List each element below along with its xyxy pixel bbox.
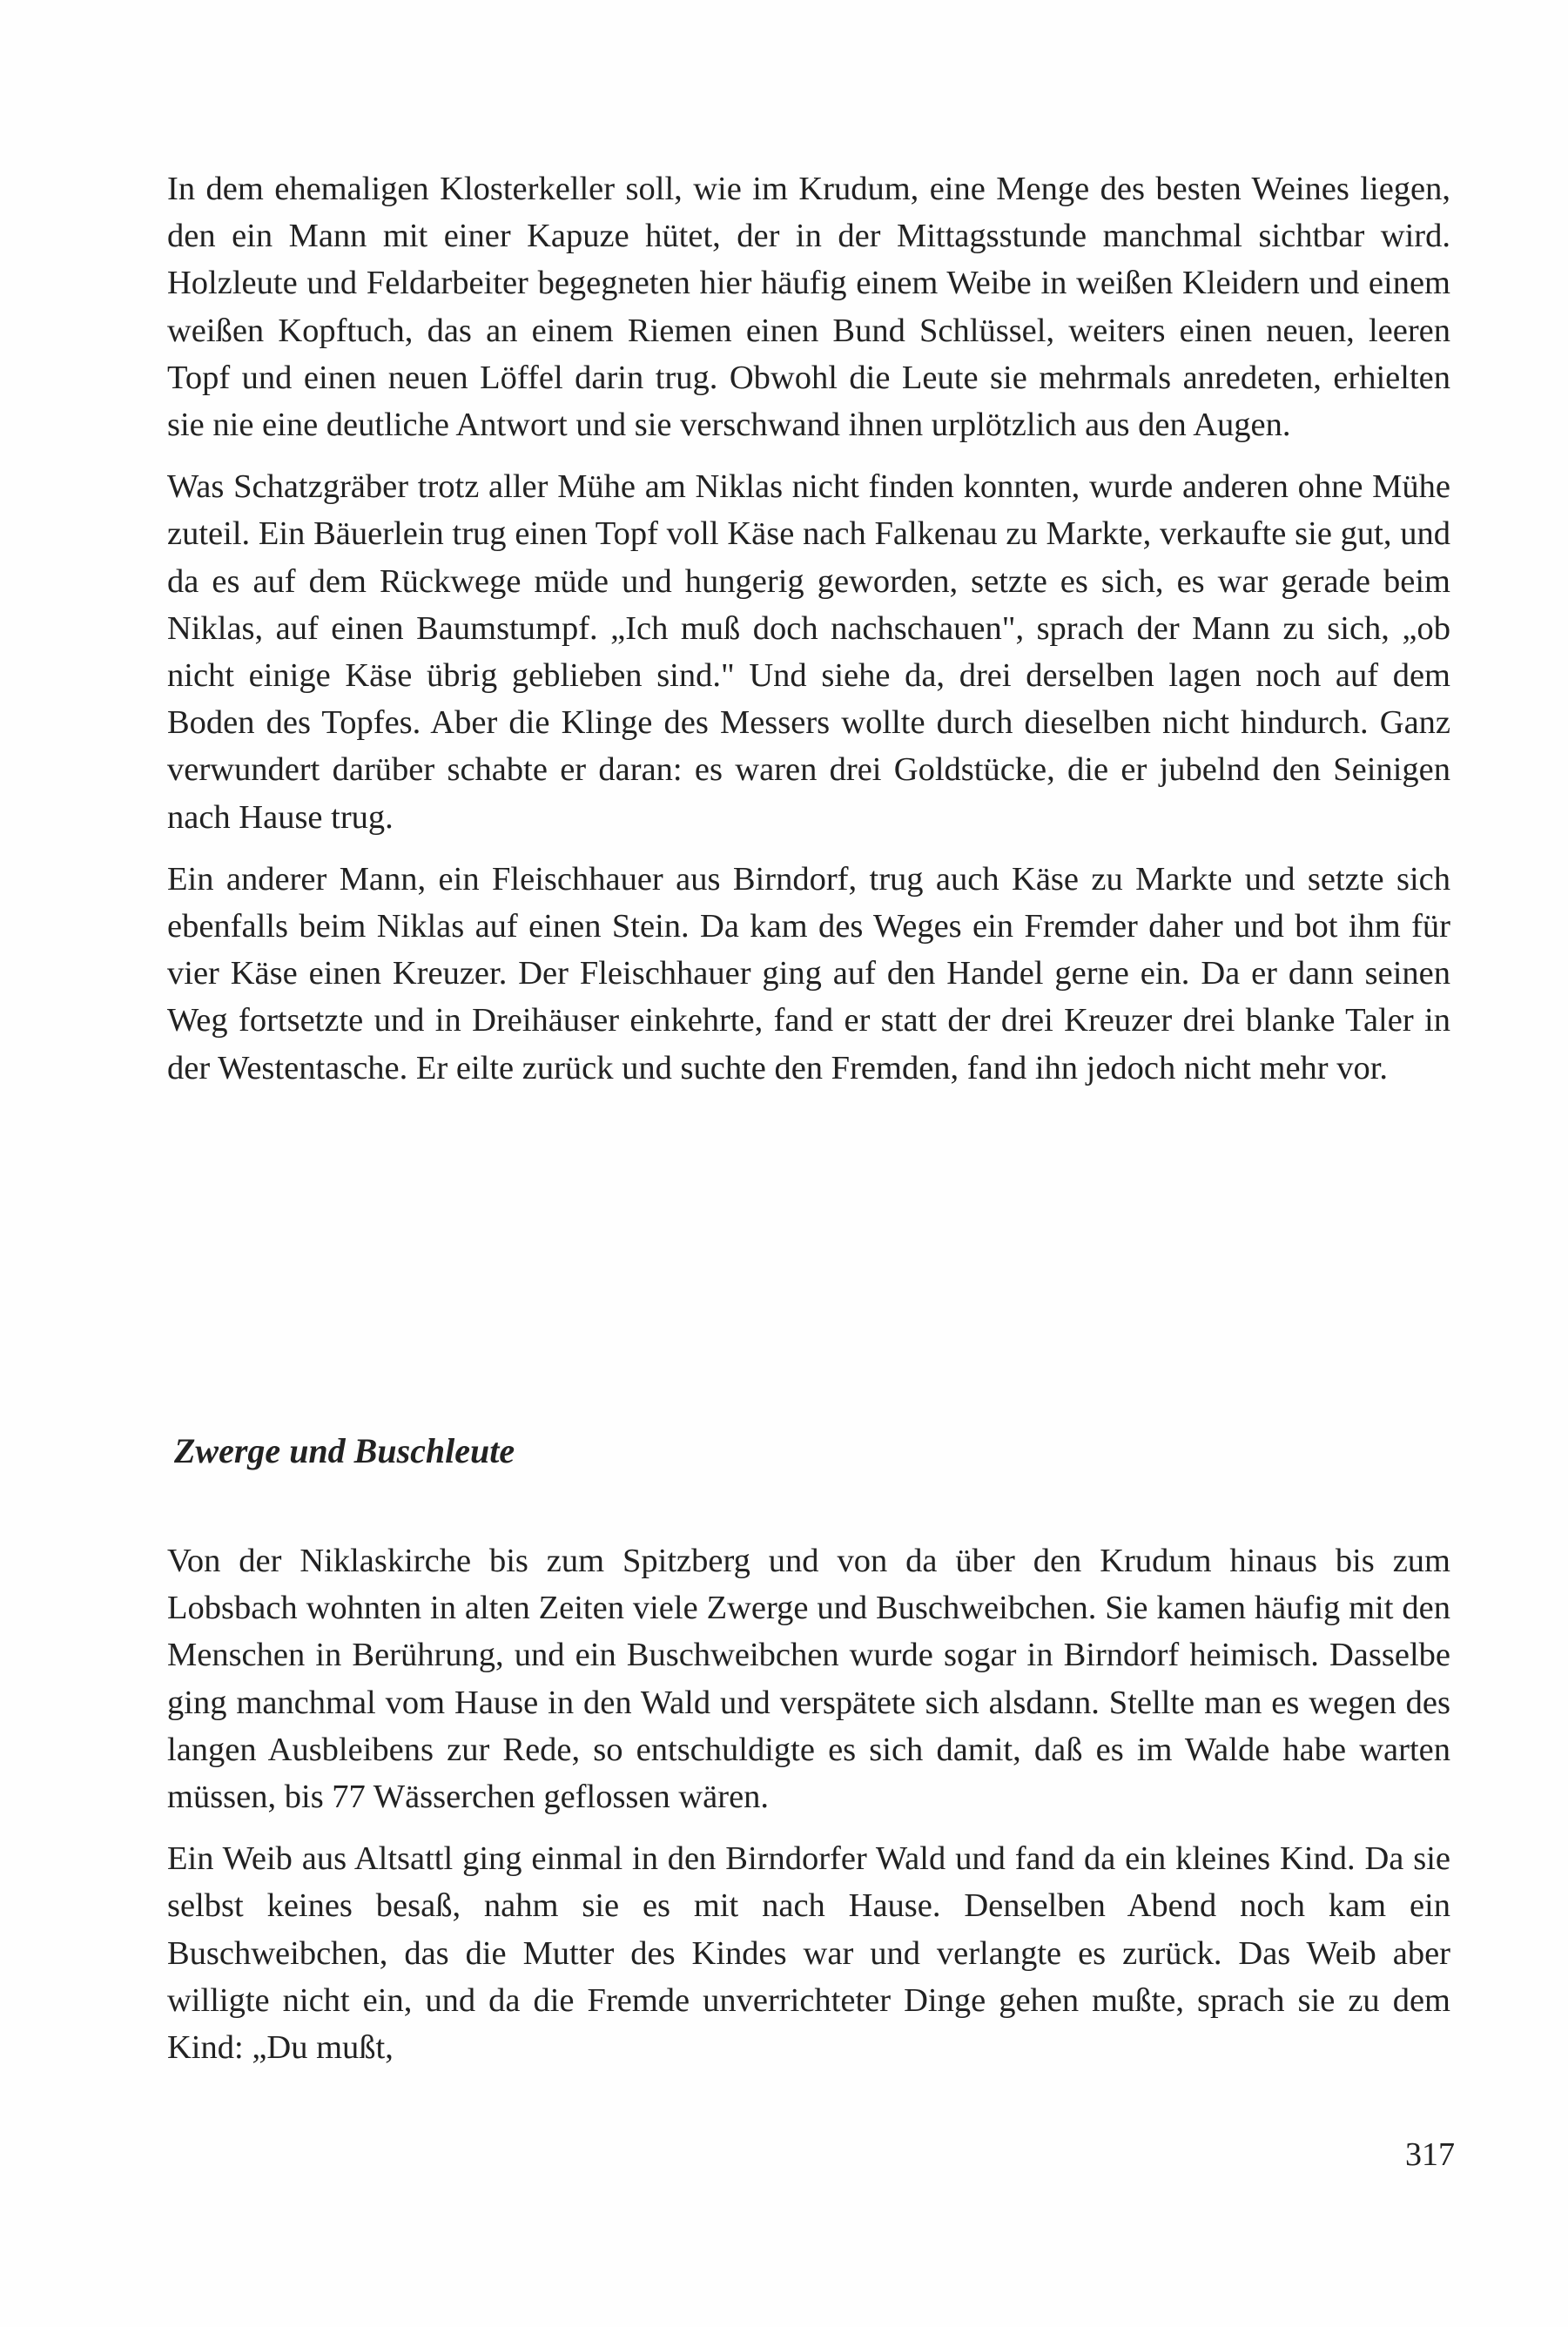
text-block-upper	[167, 165, 1450, 1092]
paragraph-klosterkeller: In dem ehemaligen Klosterkeller soll, wie im Krudum, eine Menge des besten Weines liegen, den ein Mann mit einer Kapuze hütet, der in der Mittagsstunde manchmal sichtbar wird. Holzleute und Feldarbeiter begegneten hier häufig einem Weibe in weißen Kleidern und einem weißen Kopftuch, das an einem Riemen einen Bund Schlüssel, weiters einen neuen, leeren Topf und einen neuen Löffel darin trug. Obwohl die Leute sie mehrmals anredeten, erhielten sie nie eine deutliche Antwort und sie verschwand ihnen urplötzlich aus den Augen.	[167, 171, 1450, 444]
paragraph-zwerge: Von der Niklaskirche bis zum Spitzberg und von da über den Krudum hinaus bis zum Lobsbach wohnten in alten Zeiten viele Zwerge und Buschweibchen. Sie kamen häufig mit den Menschen in Berührung, und ein Buschweibchen wurde sogar in Birndorf heimisch. Dasselbe ging manchmal vom Hause in den Wald und verspätete sich alsdann. Stellte man es wegen des langen Ausbleibens zur Rede, so entschuldigte es sich damit, daß es im Walde habe warten müssen, bis 77 Wässerchen geflossen wären.	[167, 1543, 1450, 1816]
text-block-lower	[167, 1537, 1450, 2071]
paragraph-fleischhauer: Ein anderer Mann, ein Fleischhauer aus Birndorf, trug auch Käse zu Markte und setzte sich ebenfalls beim Niklas auf einen Stein. Da kam des Weges ein Fremder daher und bot ihm für vier Käse einen Kreuzer. Der Fleischhauer ging auf den Handel gerne ein. Da er dann seinen Weg fortsetzte und in Dreihäuser einkehrte, fand er statt der drei Kreuzer drei blanke Taler in der Westentasche. Er eilte zurück und suchte den Fremden, fand ihn jedoch nicht mehr vor.	[167, 860, 1450, 1086]
paragraph-altsattl: Ein Weib aus Altsattl ging einmal in den Birndorfer Wald und fand da ein kleines Kind. Da sie selbst keines besaß, nahm sie es mit nach Hause. Denselben Abend noch kam ein Buschweibchen, das die Mutter des Kindes war und verlangte es zurück. Das Weib aber willigte nicht ein, und da die Fremde unverrichteter Dinge gehen mußte, sprach sie zu dem Kind: „Du mußt,	[167, 1840, 1450, 2067]
page-number: 317	[1405, 2136, 1455, 2173]
section-heading: Zwerge und Buschleute	[174, 1431, 515, 1470]
paragraph-schatzgraeber: Was Schatzgräber trotz aller Mühe am Niklas nicht finden konnten, wurde anderen ohne Mühe zuteil. Ein Bäuerlein trug einen Topf voll Käse nach Falkenau zu Markte, verkaufte sie gut, und da es auf dem Rückwege müde und hungerig geworden, setzte es sich, es war gerade beim Niklas, auf einen Baumstumpf. „Ich muß doch nachschauen", sprach der Mann zu sich, „ob nicht einige Käse übrig geblieben sind." Und siehe da, drei derselben lagen noch auf dem Boden des Topfes. Aber die Klinge des Messers wollte durch dieselben nicht hindurch. Ganz verwundert darüber schabte er daran: es waren drei Goldstücke, die er jubelnd den Seinigen nach Hause trug.	[167, 468, 1450, 836]
